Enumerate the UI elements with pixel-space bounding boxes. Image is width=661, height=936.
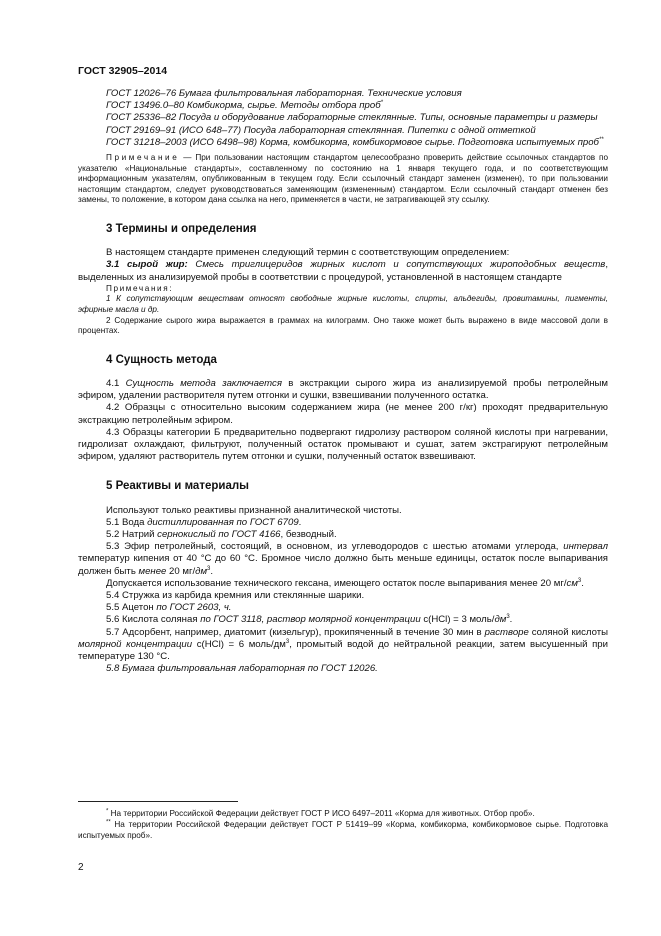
reference-item: ГОСТ 25336–82 Посуда и оборудование лабораторные стеклянные. Типы, основные параметры и размеры [106, 112, 598, 124]
item-5-2: 5.2 Натрий сернокислый по ГОСТ 4166, безводный. [106, 529, 337, 540]
note-item: 1 К сопутствующим веществам относят свободные жирные кислоты, спирты, альдегиды, провитамины, пигменты, эфирные масла и др. [78, 294, 608, 314]
paragraph-4-2: 4.2 Образцы с относительно высоким содержанием жира (не менее 200 г/кг) проходят предварительную экстракцию петролейным эфиром. [78, 402, 608, 426]
item-5-5: 5.5 Ацетон по ГОСТ 2603, ч. [106, 602, 232, 614]
section-3-title: 3 Термины и определения [106, 222, 257, 235]
term-definition: 3.1 сырой жир: Смесь триглицеридов жирных кислот и сопутствующих жироподобных веществ, выделенных из анализируемой пробы в соответствии с процедурой, установленной в настоящем стандарте [78, 259, 608, 283]
item-5-1: 5.1 Вода дистиллированная по ГОСТ 6709. [106, 516, 302, 528]
notes-label: Примечания: [106, 283, 174, 293]
paragraph-4-3: 4.3 Образцы категории Б предварительно подвергают гидролизу раствором соляной кислоты при нагревании, гидролизат охлаждают, фильтруют, полученный остаток промывают и сушат, затем экстрагируют петролейным эфиром, удаляют растворитель путем отгонки и сушки, полученный остаток взвешивают. [78, 426, 608, 463]
note-label: Примечание [106, 153, 180, 163]
reference-item: ГОСТ 29169–91 (ИСО 648–77) Посуда лабораторная стеклянная. Пипетки с одной отметкой [106, 124, 536, 136]
reference-note: Примечание — При пользовании настоящим стандартом целесообразно проверить действие ссылочных стандартов по указателю «Национальные стандарты», составленному по состоянию на 1 января текущего года, и по соответствующим информационным указателям, опубликованным в текущем году. Если ссылочный стандарт заменен (изменен), то при пользовании настоящим стандартом, следует руководствоваться заменяющим (измененным) стандартом. Если ссылочный стандарт отменен без замены, то положение, в котором дана ссылка на него, применяется в части, не затрагивающей эту ссылку. [78, 153, 608, 205]
item-5-3: 5.3 Эфир петролейный, состоящий, в основном, из углеводородов с шестью атомами углерода, интервал температур кипения от 40 °C до 60 °C. Бромное число должно быть меньше единицы, остаток после выпаривания должен быть менее 20 $мг/дм^3$. [78, 541, 608, 577]
reference-item: ГОСТ 31218–2003 (ИСО 6498–98) Корма, комбикорма, комбикормовое сырье. Подготовка испытуемых проб** [106, 136, 604, 148]
item-5-3-note: Допускается использование технического гексана, имеющего остаток после выпаривания менее 20 $мг/см^3$. [106, 577, 584, 589]
paragraph-4-1: 4.1 Сущность метода заключается в экстракции сырого жира из анализируемой пробы петролейным эфиром, удалении растворителя путем отгонки и сушки, взвешивании полученного остатка. [78, 377, 608, 402]
note-item: 2 Содержание сырого жира выражается в граммах на килограмм. Оно также может быть выражено в виде массовой доли в процентах. [78, 315, 608, 336]
footnote-marker: ** [598, 136, 604, 143]
document-header: ГОСТ 32905–2014 [78, 65, 168, 77]
section-5-title: 5 Реактивы и материалы [106, 480, 249, 493]
section-5-intro: Используют только реактивы признанной аналитической чистоты. [106, 504, 402, 516]
footnote-divider [78, 801, 238, 802]
reference-item: ГОСТ 12026–76 Бумага фильтровальная лабораторная. Технические условия [106, 88, 462, 99]
footnotes [78, 808, 608, 841]
footnote-1: * На территории Российской Федерации действует ГОСТ Р ИСО 6497–2011 «Корма для животных. Отбор проб». [106, 808, 535, 818]
section-4-title: 4 Сущность метода [106, 353, 217, 366]
item-5-4: 5.4 Стружка из карбида кремния или стеклянные шарики. [106, 590, 365, 602]
item-5-8: 5.8 Бумага фильтровальная лабораторная по ГОСТ 12026. [106, 663, 378, 675]
footnote-2: ** На территории Российской Федерации действует ГОСТ Р 51419–99 «Корма, комбикорма, комбикормовое сырье. Подготовка испытуемых проб». [78, 819, 608, 840]
section-3-intro: В настоящем стандарте применен следующий термин с соответствующим определением: [106, 247, 510, 259]
footnote-marker: * [380, 100, 383, 107]
item-5-6: 5.6 Кислота соляная по ГОСТ 3118, раствор молярной концентрации с(HCl) = 3 моль/$дм^3$. [106, 614, 513, 626]
page-content [78, 88, 608, 675]
item-5-7: 5.7 Адсорбент, например, диатомит (кизельгур), прокипяченный в течение 30 мин в растворе соляной кислоты молярной концентрации с(HCl) = 6 моль/$дм^3$, промытый водой до нейтральной реакции, затем высушенный при температуре 130 °C. [78, 626, 608, 663]
page-number: 2 [78, 862, 84, 873]
reference-item: ГОСТ 13496.0–80 Комбикорма, сырье. Методы отбора проб* [106, 100, 383, 112]
